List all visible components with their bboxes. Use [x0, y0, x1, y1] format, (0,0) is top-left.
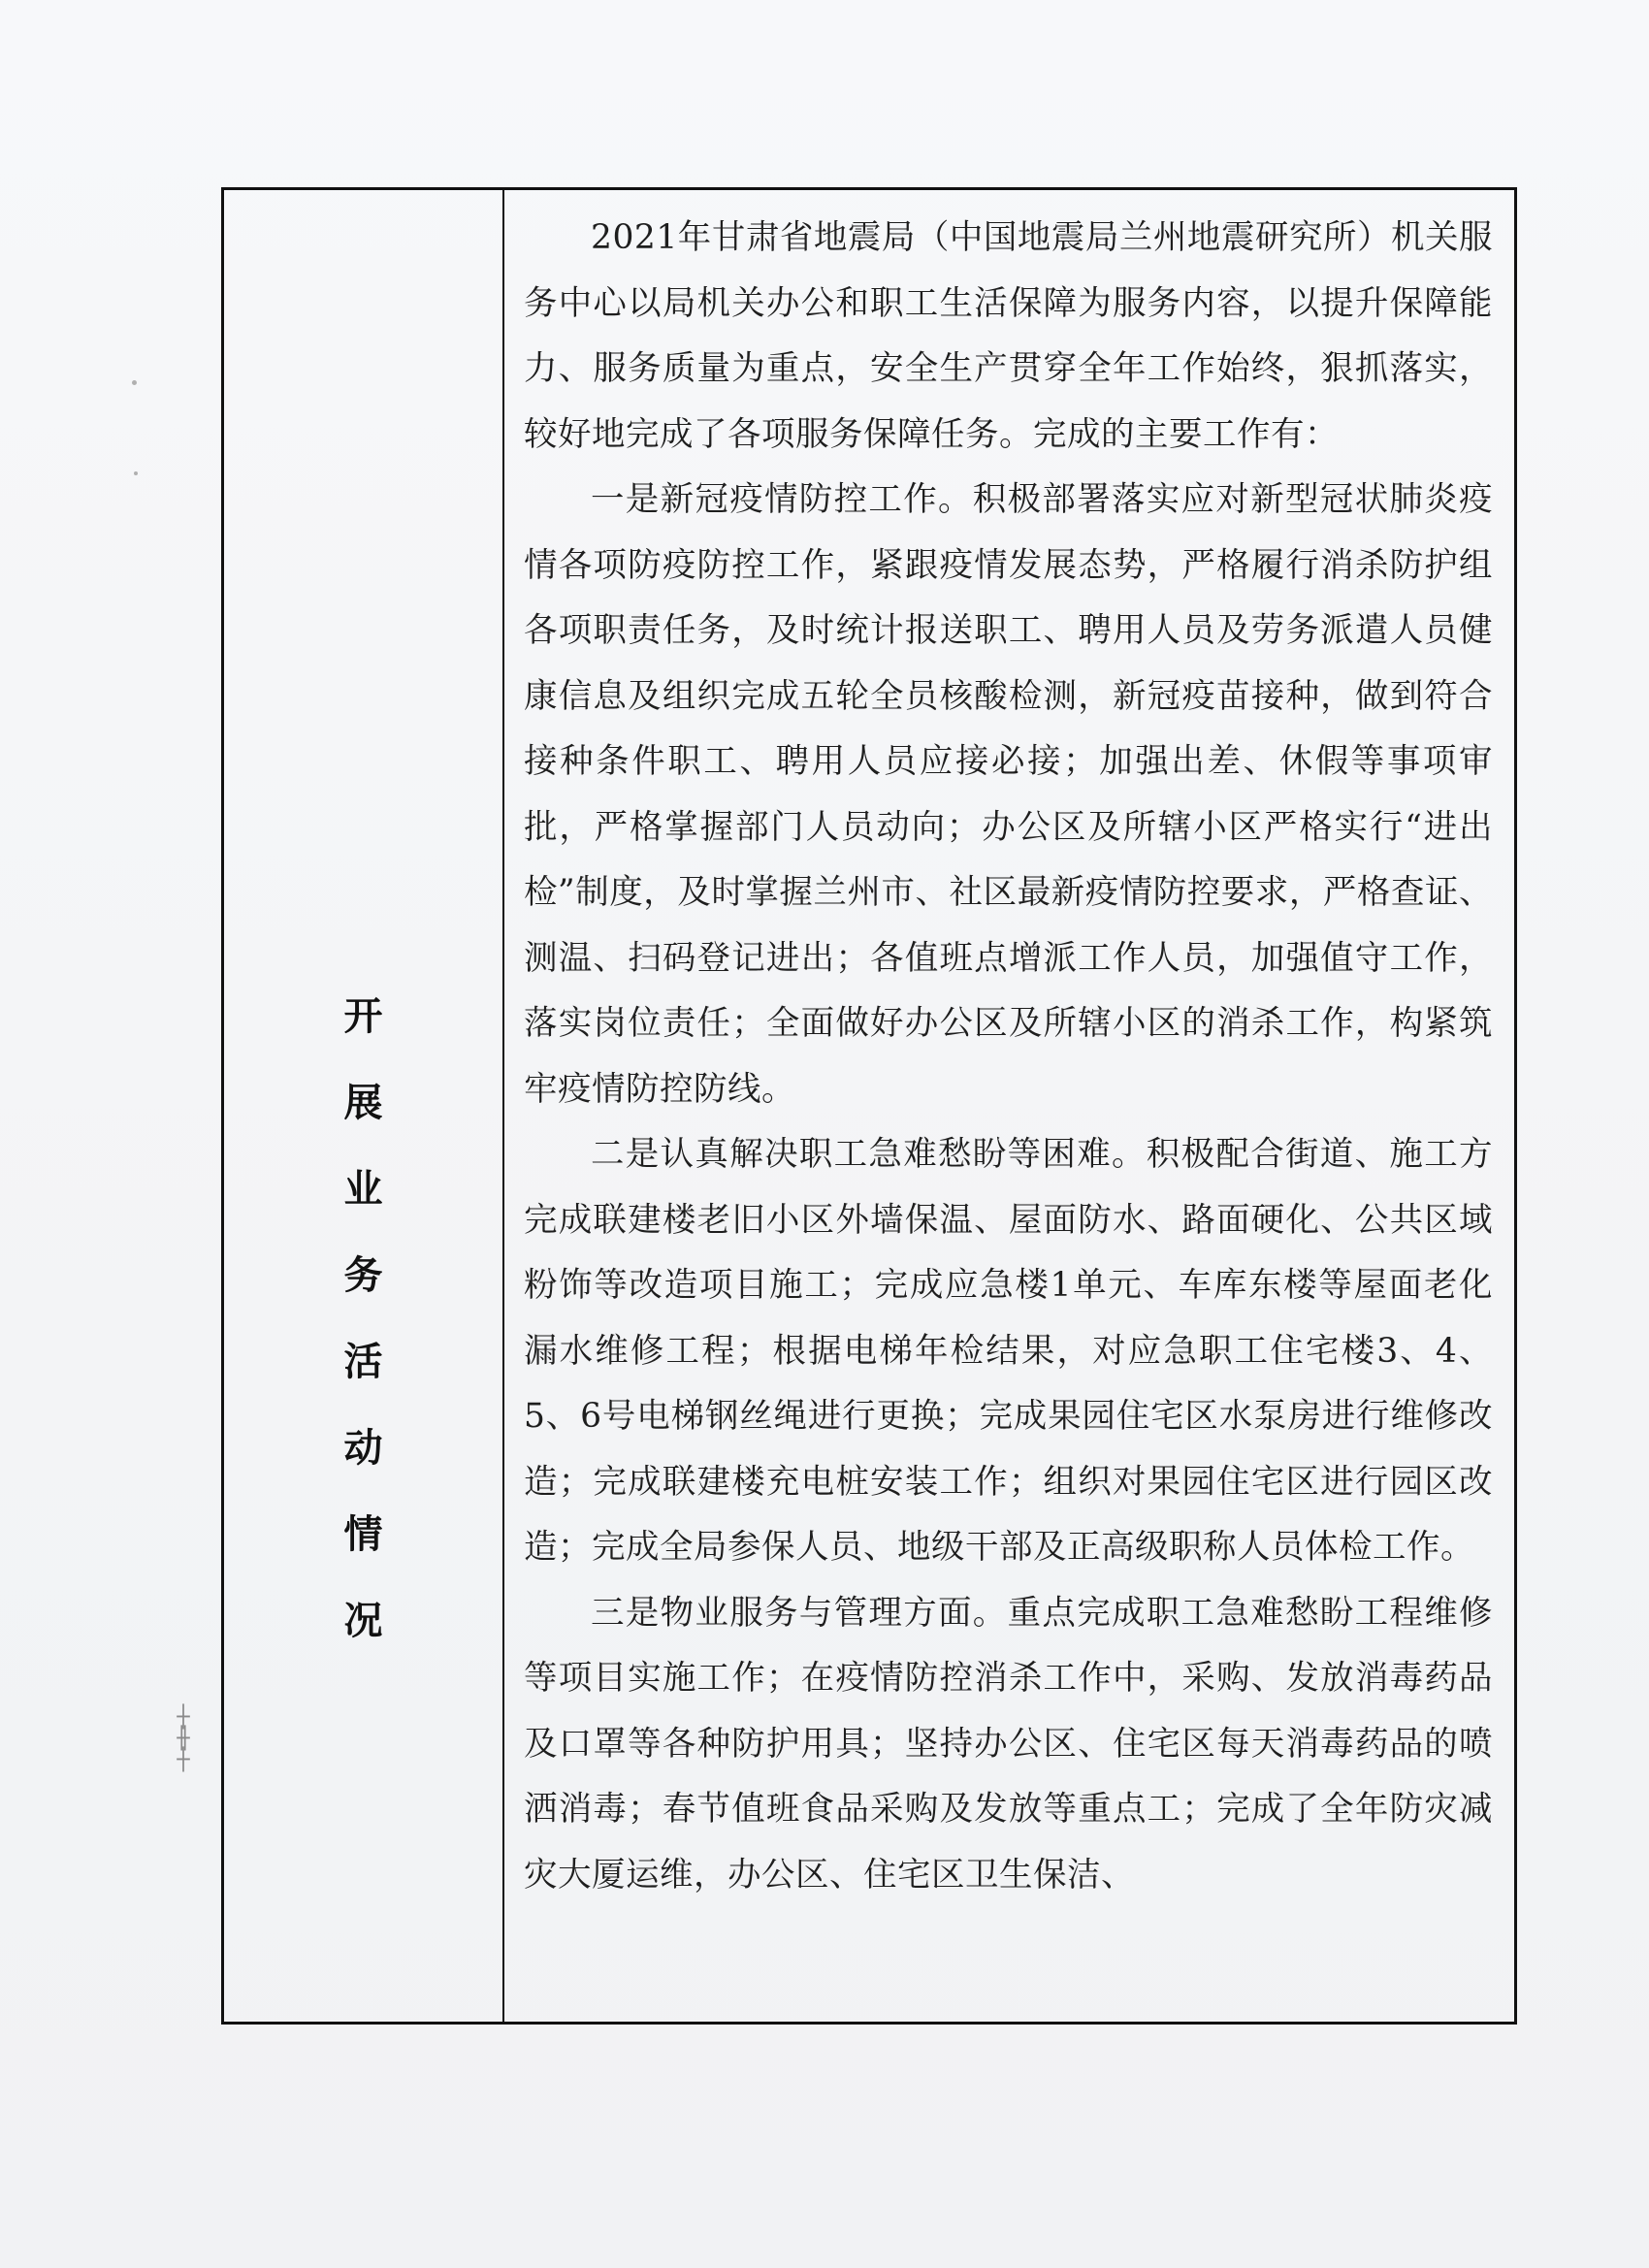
scan-speck: [134, 471, 138, 475]
section-label-char: 况: [343, 1599, 383, 1643]
scan-speck: [132, 380, 137, 385]
section-label-char: 业: [343, 1167, 383, 1212]
activity-content-cell: [504, 190, 1514, 2022]
staff-difficulties-paragraph: 二是认真解决职工急难愁盼等困难。积极配合街道、施工方完成联建楼老旧小区外墙保温、屋面防水、路面硬化、公共区域粉饰等改造项目施工；完成应急楼1单元、车库东楼等屋面老化漏水维修工程；根据电梯年检结果，对应急职工住宅楼3、4、5、6号电梯钢丝绳进行更换；完成果园住宅区水泵房进行维修改造；完成联建楼充电桩安装工作；组织对果园住宅区进行园区改造；完成全局参保人员、地级干部及正高级职称人员体检工作。: [524, 1135, 1493, 1567]
section-label-cell: [224, 190, 504, 2022]
section-label-char: 情: [343, 1512, 383, 1557]
section-label-char: 开: [343, 994, 383, 1039]
section-label-char: 务: [343, 1253, 383, 1298]
section-label-char: 活: [343, 1340, 383, 1384]
section-label: [224, 994, 502, 1688]
intro-paragraph: 2021年甘肃省地震局（中国地震局兰州地震研究所）机关服务中心以局机关办公和职工生活保障为服务内容，以提升保障能力、服务质量为重点，安全生产贯穿全年工作始终，狠抓落实，较好地完成了各项服务保障任务。完成的主要工作有：: [524, 218, 1493, 454]
property-service-paragraph: 三是物业服务与管理方面。重点完成职工急难愁盼工程维修等项目实施工作；在疫情防控消杀工作中，采购、发放消毒药品及口罩等各种防护用具；坚持办公区、住宅区每天消毒药品的喷洒消毒；春节值班食品采购及发放等重点工；完成了全年防灾减灾大厦运维，办公区、住宅区卫生保洁、: [524, 1593, 1493, 1895]
activity-form-table: [221, 187, 1517, 2025]
epidemic-prevention-paragraph: 一是新冠疫情防控工作。积极部署落实应对新型冠状肺炎疫情各项防疫防控工作，紧跟疫情发展态势，严格履行消杀防护组各项职责任务，及时统计报送职工、聘用人员及劳务派遣人员健康信息及组织完成五轮全员核酸检测，新冠疫苗接种，做到符合接种条件职工、聘用人员应接必接；加强出差、休假等事项审批，严格掌握部门人员动向；办公区及所辖小区严格实行“进出检”制度，及时掌握兰州市、社区最新疫情防控要求，严格查证、测温、扫码登记进出；各值班点增派工作人员，加强值守工作，落实岗位责任；全面做好办公区及所辖小区的消杀工作，构紧筑牢疫情防控防线。: [524, 480, 1493, 1109]
section-label-char: 动: [343, 1426, 383, 1471]
section-label-char: 展: [343, 1081, 383, 1125]
binding-hole-mark: ┼ ╫ ┼: [177, 1705, 190, 1772]
